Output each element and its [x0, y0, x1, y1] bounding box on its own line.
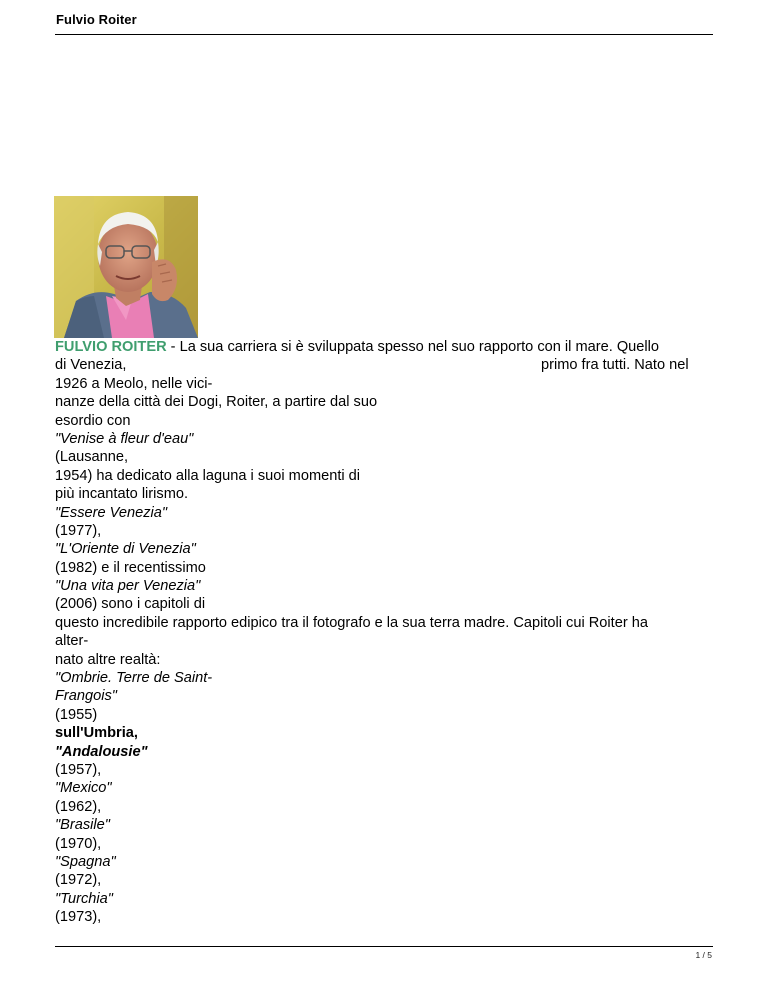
text-line: (1957), — [55, 761, 102, 778]
text-line: sull'Umbria, — [55, 725, 138, 742]
text-segment: - La sua carriera si è sviluppata spesso nel suo rapporto con il mare. Quello — [166, 339, 660, 355]
text-line: 1926 a Meolo, nelle vici- — [55, 375, 213, 392]
portrait-photo — [54, 196, 198, 338]
book-title: "Essere Venezia" — [55, 504, 168, 521]
text-line: nanze della città dei Dogi, Roiter, a partire dal suo — [55, 394, 378, 411]
book-title: "L'Oriente di Venezia" — [55, 541, 196, 558]
text-line: (Lausanne, — [55, 449, 129, 466]
text-line: (2006) sono i capitoli di — [55, 596, 206, 613]
book-title: "Ombrie. Terre de Saint- — [55, 670, 213, 687]
author-name: FULVIO ROITER — [55, 339, 167, 355]
text-line — [55, 356, 715, 374]
page-header-title: Fulvio Roiter — [56, 12, 137, 27]
text-line: nato altre realtà: — [55, 651, 161, 668]
text-line: (1972), — [55, 872, 102, 889]
text-line: (1962), — [55, 798, 102, 815]
text-line: (1955) — [55, 706, 98, 723]
book-title: "Spagna" — [55, 853, 116, 870]
book-title: "Mexico" — [55, 780, 112, 797]
page-number: 1 / 5 — [695, 950, 712, 960]
book-title: "Turchia" — [55, 890, 113, 907]
text-line: (1970), — [55, 835, 102, 852]
text-line: questo incredibile rapporto edipico tra il fotografo e la sua terra madre. Capitoli cui Roiter ha — [55, 614, 648, 631]
text-segment: primo fra tutti. Nato nel — [541, 357, 689, 374]
article-body — [55, 338, 715, 927]
text-line: alter- — [55, 633, 89, 650]
text-line: (1982) e il recentissimo — [55, 559, 206, 576]
book-title: "Andalousie" — [55, 743, 148, 760]
book-title: "Una vita per Venezia" — [55, 578, 201, 595]
text-line: (1977), — [55, 522, 102, 539]
book-title: "Venise à fleur d'eau" — [55, 430, 194, 447]
footer-divider — [55, 946, 713, 947]
text-line — [55, 338, 715, 356]
book-title: Frangois" — [55, 688, 117, 705]
text-segment: di Venezia, — [55, 357, 127, 374]
text-line: (1973), — [55, 909, 102, 926]
text-line: esordio con — [55, 412, 131, 429]
book-title: "Brasile" — [55, 817, 110, 834]
text-line: più incantato lirismo. — [55, 486, 189, 503]
header-divider — [55, 34, 713, 35]
text-line: 1954) ha dedicato alla laguna i suoi momenti di — [55, 467, 361, 484]
